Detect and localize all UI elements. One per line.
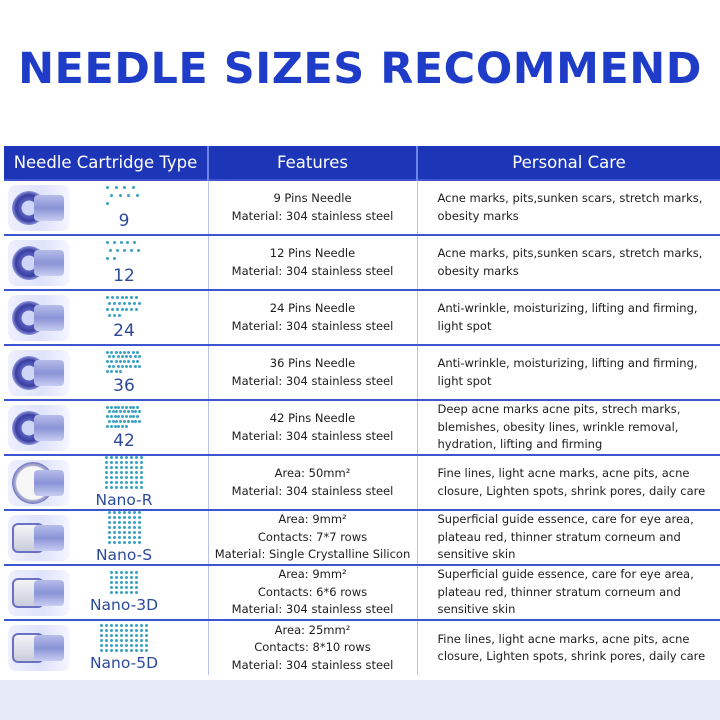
- needle-pattern: [70, 186, 170, 230]
- cartridge-label: Nano-3D: [89, 596, 159, 614]
- needle-pattern: [70, 351, 170, 395]
- needle-pattern: [70, 241, 170, 285]
- needle-grid-icon: [108, 511, 141, 544]
- table-row: [4, 290, 720, 345]
- cartridge-type-cell: [4, 345, 208, 400]
- cartridge-image: [8, 515, 70, 561]
- cartridge-type-cell: [4, 235, 208, 290]
- header-features: Features: [208, 146, 417, 180]
- needle-dots-icon: [106, 186, 142, 212]
- needle-pattern: [70, 406, 170, 450]
- features-cell: [208, 565, 417, 620]
- features-cell: [208, 620, 417, 675]
- cartridge-label: Nano-5D: [89, 654, 159, 672]
- personal-care-cell: Acne marks, pits,sunken scars, stretch marks, obesity marks: [417, 235, 720, 290]
- needle-grid-icon: [100, 624, 148, 652]
- table-header-row: [4, 146, 720, 180]
- cartridge-label: Nano-R: [95, 491, 153, 509]
- feature-line: 9 Pins Needle: [273, 191, 352, 205]
- features-cell: [208, 455, 417, 510]
- feature-line: 36 Pins Needle: [269, 356, 356, 370]
- cartridge-image: [8, 185, 70, 231]
- table-row: [4, 455, 720, 510]
- cartridge-type-cell: [4, 180, 208, 235]
- needle-pattern: [70, 456, 170, 509]
- needle-dots-icon: [106, 406, 142, 432]
- features-cell: [208, 400, 417, 455]
- feature-line: Material: 304 stainless steel: [231, 263, 394, 278]
- cartridge-label: 36: [113, 375, 135, 396]
- feature-line: Material: 304 stainless steel: [231, 428, 394, 443]
- personal-care-cell: Anti-wrinkle, moisturizing, lifting and firming, light spot: [417, 290, 720, 345]
- needle-dots-icon: [106, 241, 142, 267]
- needle-pattern: [70, 296, 170, 340]
- cartridge-label: 12: [113, 265, 135, 286]
- cartridge-image: [8, 570, 70, 616]
- feature-line: Area: 50mm²: [274, 466, 351, 480]
- feature-line: Material: 304 stainless steel: [231, 602, 394, 617]
- feature-line: Contacts: 8*10 rows: [254, 640, 371, 655]
- cartridge-type-cell: [4, 565, 208, 620]
- feature-line: Contacts: 7*7 rows: [257, 529, 368, 544]
- cartridge-image: [8, 625, 70, 671]
- cartridge-image: [8, 295, 70, 341]
- feature-line: Material: 304 stainless steel: [231, 208, 394, 223]
- needle-dots-icon: [106, 296, 142, 322]
- feature-line: 24 Pins Needle: [269, 301, 356, 315]
- features-cell: [208, 235, 417, 290]
- feature-line: 42 Pins Needle: [269, 411, 356, 425]
- cartridge-image: [8, 350, 70, 396]
- cartridge-type-cell: [4, 620, 208, 675]
- cartridge-image: [8, 460, 70, 506]
- header-cartridge-type: Needle Cartridge Type: [4, 146, 208, 180]
- needle-sizes-table: [4, 146, 720, 675]
- cartridge-label: 9: [118, 210, 130, 231]
- features-cell: [208, 180, 417, 235]
- needle-grid-icon: [110, 571, 138, 594]
- feature-line: 12 Pins Needle: [269, 246, 356, 260]
- footer-band: [0, 680, 720, 720]
- cartridge-image: [8, 405, 70, 451]
- feature-line: Material: 304 stainless steel: [231, 657, 394, 672]
- page-title: NEEDLE SIZES RECOMMEND: [18, 44, 702, 94]
- header-personal-care: Personal Care: [417, 146, 720, 180]
- needle-pattern: [70, 511, 170, 564]
- cartridge-label: 42: [113, 430, 135, 451]
- table-row: [4, 400, 720, 455]
- features-cell: [208, 345, 417, 400]
- feature-line: Material: 304 stainless steel: [231, 483, 394, 498]
- cartridge-image: [8, 240, 70, 286]
- needle-pattern: [70, 624, 170, 672]
- table-row: [4, 565, 720, 620]
- features-cell: [208, 290, 417, 345]
- cartridge-type-cell: [4, 455, 208, 510]
- features-cell: [208, 510, 417, 565]
- cartridge-label: Nano-S: [95, 546, 153, 564]
- cartridge-type-cell: [4, 400, 208, 455]
- table-row: [4, 510, 720, 565]
- feature-line: Material: 304 stainless steel: [231, 373, 394, 388]
- feature-line: Material: 304 stainless steel: [231, 318, 394, 333]
- feature-line: Area: 9mm²: [278, 512, 347, 527]
- feature-line: Area: 9mm²: [278, 567, 347, 582]
- table-row: [4, 620, 720, 675]
- needle-pattern: [70, 571, 170, 614]
- table-row: [4, 180, 720, 235]
- feature-line: Material: Single Crystalline Silicon: [214, 547, 411, 562]
- personal-care-cell: Superficial guide essence, care for eye area, plateau red, thinner stratum corneum and sensitive skin: [417, 510, 720, 565]
- personal-care-cell: Fine lines, light acne marks, acne pits, acne closure, Lighten spots, shrink pores, daily care: [417, 620, 720, 675]
- cartridge-type-cell: [4, 510, 208, 565]
- personal-care-cell: Anti-wrinkle, moisturizing, lifting and firming, light spot: [417, 345, 720, 400]
- needle-dots-icon: [106, 351, 142, 377]
- personal-care-cell: Acne marks, pits,sunken scars, stretch marks, obesity marks: [417, 180, 720, 235]
- personal-care-cell: Deep acne marks acne pits, strech marks, blemishes, obesity lines, wrinkle removal, hydration, lifting and firming: [417, 400, 720, 455]
- feature-line: Contacts: 6*6 rows: [257, 584, 368, 599]
- table-row: [4, 235, 720, 290]
- cartridge-type-cell: [4, 290, 208, 345]
- personal-care-cell: Superficial guide essence, care for eye area, plateau red, thinner stratum corneum and sensitive skin: [417, 565, 720, 620]
- table-row: [4, 345, 720, 400]
- personal-care-cell: Fine lines, light acne marks, acne pits, acne closure, Lighten spots, shrink pores, daily care: [417, 455, 720, 510]
- feature-line: Area: 25mm²: [274, 622, 351, 637]
- needle-grid-icon: [105, 456, 143, 489]
- cartridge-label: 24: [113, 320, 135, 341]
